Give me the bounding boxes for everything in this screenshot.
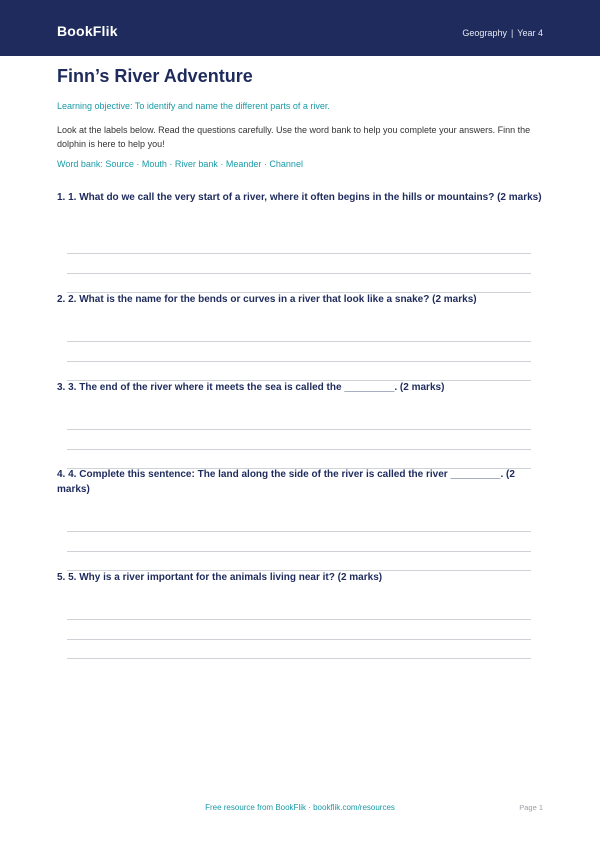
year-label: Year 4 [517, 28, 543, 38]
footer-resource-link[interactable]: Free resource from BookFlik · bookflik.com/resources [205, 803, 395, 812]
question-3: 3. 3. The end of the river where it meets the sea is called the _________. (2 marks) [57, 382, 445, 393]
instructions-text: Look at the labels below. Read the questions carefully. Use the word bank to help you complete your answers. Finn the dolphin is here to help you! [57, 125, 531, 149]
answer-line-2b[interactable] [67, 361, 531, 362]
answer-line-4b[interactable] [67, 551, 531, 552]
answer-line-5a[interactable] [67, 619, 531, 620]
header-bar [0, 0, 600, 56]
question-4: 4. 4. Complete this sentence: The land along the side of the river is called the river _________. (2 marks) [57, 469, 515, 495]
answer-line-5b[interactable] [67, 639, 531, 640]
answer-line-3b[interactable] [67, 449, 531, 450]
word-bank: Word bank: Source · Mouth · River bank · Meander · Channel [57, 159, 303, 169]
worksheet-title: Finn’s River Adventure [57, 66, 253, 86]
subject-year-label [462, 28, 543, 38]
brand-logo-text[interactable]: BookFlik [57, 23, 118, 39]
question-5: 5. 5. Why is a river important for the animals living near it? (2 marks) [57, 572, 383, 583]
answer-line-1b[interactable] [67, 273, 531, 274]
answer-line-3a[interactable] [67, 429, 531, 430]
learning-objective: Learning objective: To identify and name the different parts of a river. [57, 101, 330, 111]
answer-line-2a[interactable] [67, 341, 531, 342]
answer-line-5c[interactable] [67, 658, 531, 659]
meta-separator: | [510, 28, 514, 38]
question-1: 1. 1. What do we call the very start of a river, where it often begins in the hills or mountains? (2 marks) [57, 192, 542, 203]
page-number: Page 1 [519, 803, 543, 812]
question-2: 2. 2. What is the name for the bends or curves in a river that look like a snake? (2 marks) [57, 294, 477, 305]
answer-line-4a[interactable] [67, 531, 531, 532]
subject-label: Geography [462, 28, 507, 38]
answer-line-1a[interactable] [67, 253, 531, 254]
